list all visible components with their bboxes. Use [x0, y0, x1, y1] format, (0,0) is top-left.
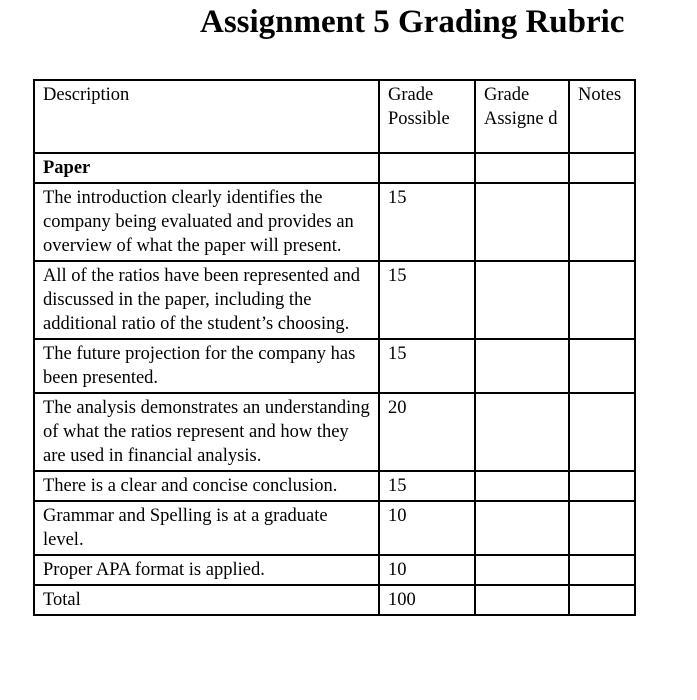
criterion-points: 20: [379, 393, 475, 471]
table-row: [34, 261, 635, 339]
grade-assigned-cell[interactable]: [475, 183, 569, 261]
criterion-points: 15: [379, 471, 475, 501]
page-title: Assignment 5 Grading Rubric: [200, 4, 625, 40]
grade-assigned-cell[interactable]: [475, 261, 569, 339]
total-grade-assigned-cell[interactable]: [475, 585, 569, 615]
notes-cell[interactable]: [569, 339, 635, 393]
total-label: Total: [34, 585, 379, 615]
table-row: [34, 555, 635, 585]
header-grade-assigned: Grade Assigne d: [475, 80, 569, 153]
notes-cell[interactable]: [569, 261, 635, 339]
rubric-table: [33, 79, 636, 616]
criterion-points: 10: [379, 501, 475, 555]
table-header-row: [34, 80, 635, 153]
section-row-paper: [34, 153, 635, 183]
section-notes-cell[interactable]: [569, 153, 635, 183]
header-grade-possible: Grade Possible: [379, 80, 475, 153]
table-row: [34, 393, 635, 471]
header-notes: Notes: [569, 80, 635, 153]
notes-cell[interactable]: [569, 183, 635, 261]
criterion-points: 10: [379, 555, 475, 585]
criterion-description: Grammar and Spelling is at a graduate level.: [34, 501, 379, 555]
notes-cell[interactable]: [569, 555, 635, 585]
header-description: Description: [34, 80, 379, 153]
grade-assigned-cell[interactable]: [475, 501, 569, 555]
total-points: 100: [379, 585, 475, 615]
criterion-description: There is a clear and concise conclusion.: [34, 471, 379, 501]
table-row: [34, 183, 635, 261]
criterion-description: The analysis demonstrates an understanding of what the ratios represent and how they are used in financial analysis.: [34, 393, 379, 471]
notes-cell[interactable]: [569, 393, 635, 471]
grade-assigned-cell[interactable]: [475, 471, 569, 501]
grade-assigned-cell[interactable]: [475, 339, 569, 393]
criterion-points: 15: [379, 261, 475, 339]
criterion-points: 15: [379, 339, 475, 393]
table-row: [34, 471, 635, 501]
criterion-description: The future projection for the company has been presented.: [34, 339, 379, 393]
grade-assigned-cell[interactable]: [475, 393, 569, 471]
criterion-description: Proper APA format is applied.: [34, 555, 379, 585]
section-label: Paper: [34, 153, 379, 183]
notes-cell[interactable]: [569, 471, 635, 501]
criterion-points: 15: [379, 183, 475, 261]
criterion-description: The introduction clearly identifies the company being evaluated and provides an overview of what the paper will present.: [34, 183, 379, 261]
total-notes-cell[interactable]: [569, 585, 635, 615]
total-row: [34, 585, 635, 615]
section-grade-possible-cell: [379, 153, 475, 183]
section-grade-assigned-cell[interactable]: [475, 153, 569, 183]
grade-assigned-cell[interactable]: [475, 555, 569, 585]
notes-cell[interactable]: [569, 501, 635, 555]
table-row: [34, 501, 635, 555]
criterion-description: All of the ratios have been represented and discussed in the paper, including the additional ratio of the student’s choosing.: [34, 261, 379, 339]
table-row: [34, 339, 635, 393]
